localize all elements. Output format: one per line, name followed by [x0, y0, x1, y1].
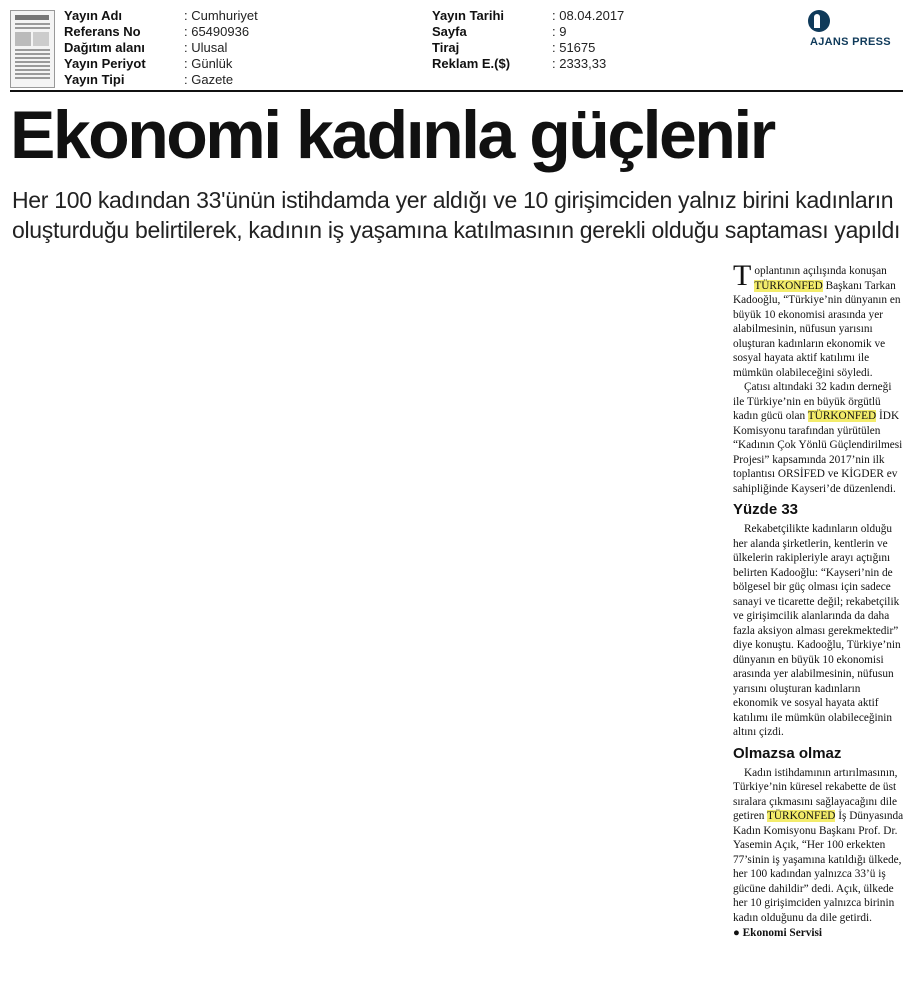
text-run: İDK Komisyonu tarafından yürütülen “Kadının Çok Yönlü Güçlendirilmesi Projesi” kapsamında 2017’nin ilk toplantısı ORSİFED ve KİGDER ev sahipliğinde Kayseri’de düzenlendi. [733, 410, 903, 495]
text-run: İş Dünyasında Kadın Komisyonu Başkanı Prof. Dr. Yasemin Açık, “Her 100 erkekten 77’sinin iş yaşamına katıldığı ülkede, her 100 kadından yalnızca 33’ü iş gücüne dahildir” dedi. Açık, ülkede her 10 girişimciden yalnızca birinin kadın olduğunu da dile getirdi. [733, 810, 904, 924]
logo-text: AJANS PRESS [810, 36, 891, 48]
meta-value: : Ulusal [184, 40, 228, 55]
article-deck: Her 100 kadından 33'ünün istihdamda yer aldığı ve 10 girişimciden yalnız birini kadınların oluşturduğu belirtilerek, kadının iş yaşamına katılmasının gerekli olduğu saptaması yapıldı [12, 187, 901, 243]
text-run: oplantının açılışında konuşan [754, 265, 887, 277]
body-paragraph [733, 380, 905, 496]
meta-value: : Cumhuriyet [184, 8, 258, 23]
header-divider [10, 90, 903, 92]
meta-value: : 65490936 [184, 24, 250, 39]
meta-value: : 51675 [552, 40, 596, 55]
meta-value: : Gazete [184, 72, 234, 87]
highlighted-term: TÜRKONFED [807, 410, 877, 422]
subheading: Olmazsa olmaz [733, 744, 842, 762]
ajans-press-logo [808, 10, 903, 50]
meta-label: Yayın Adı [64, 8, 123, 23]
highlighted-term: TÜRKONFED [766, 810, 836, 822]
text-run: Kadın istihdamının artırılmasının, Türkiye’nin küresel rekabette de üst sıralara çıkmasını sağlayacağını dile getiren [733, 766, 898, 822]
meta-label: Yayın Periyot [64, 56, 146, 71]
body-paragraph: Rekabetçilikte kadınların olduğu her alanda şirketlerin, kentlerin ve ülkelerin rakipleriyle arayı açtığını belirten Kadooğlu: “Kayseri’nin de bölgesel bir güç olması için sadece sanayi ve ticarette değil; rekabetçilik ve girişimcilik alanlarında da daha fazla aksiyon alması gerekmektedir” diye konuştu. Kadooğlu, Türkiye’nin dünyanın en büyük 10 ekonomisi arasında yer alabilmesinin, nüfusun yarısını oluşturan kadınların ekonomik ve sosyal hayata aktif katılımı ile mümkün olabileceğinin altını çizdi. [733, 523, 901, 738]
meta-value: : 2333,33 [552, 56, 607, 71]
text-run: Başkanı Tarkan Kadooğlu, “Türkiye’nin dünyanın en büyük 10 ekonomisi arasında yer alabilmesinin, nüfusun yarısını oluşturan kadınların ekonomik ve sosyal hayata aktif katılımı ile mümkün olabileceğini söyledi. [733, 279, 901, 379]
meta-value: : 9 [552, 24, 567, 39]
meta-label: Reklam E.($) [432, 56, 511, 71]
byline: ● Ekonomi Servisi [733, 927, 823, 939]
subheading: Yüzde 33 [733, 501, 799, 518]
article-body [733, 259, 905, 941]
body-paragraph [733, 766, 905, 926]
logo-mark-icon [808, 10, 830, 32]
text-run: Çatısı altındaki 32 kadın derneği ile Türkiye’nin en büyük örgütlü kadın gücü olan [733, 381, 892, 422]
publication-meta-left [64, 8, 258, 88]
highlighted-term: TÜRKONFED [754, 279, 823, 292]
meta-label: Yayın Tarihi [432, 8, 505, 23]
meta-value: : 08.04.2017 [552, 8, 625, 23]
meta-label: Yayın Tipi [64, 72, 125, 87]
meta-value: : Günlük [184, 56, 233, 71]
article-headline: Ekonomi kadınla güçlenir [10, 97, 774, 173]
meta-label: Tiraj [432, 40, 460, 55]
meta-label: Dağıtım alanı [64, 40, 145, 55]
meta-label: Sayfa [432, 24, 467, 39]
publication-meta-right [432, 8, 624, 72]
page-thumbnail [10, 10, 55, 88]
meta-label: Referans No [64, 24, 141, 39]
drop-cap: T [733, 259, 752, 292]
body-paragraph [733, 259, 905, 380]
